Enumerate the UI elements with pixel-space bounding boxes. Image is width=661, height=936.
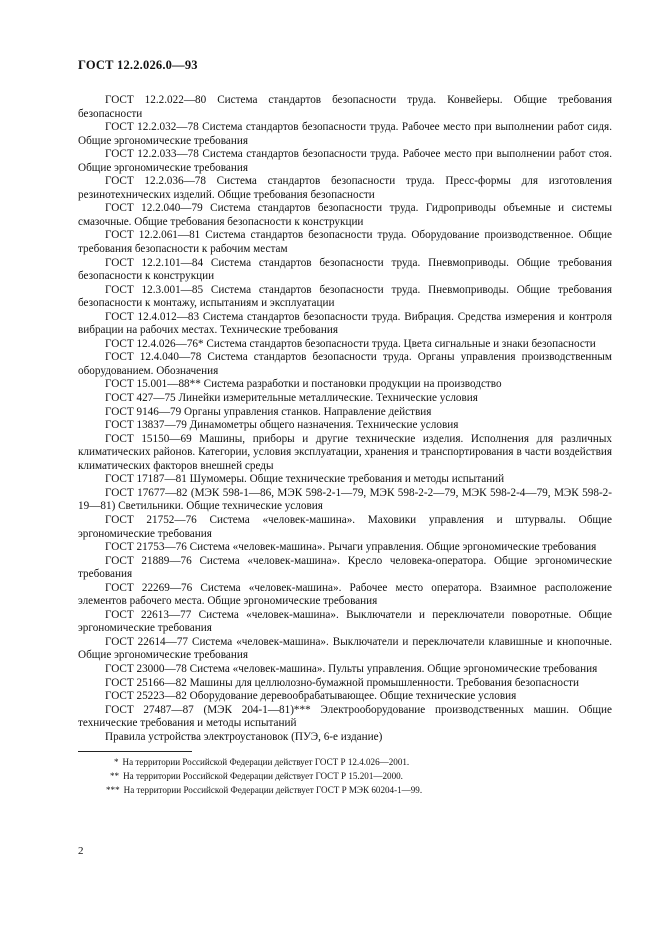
footnote [78, 769, 612, 783]
footnote-text: На территории Российской Федерации действует ГОСТ Р 15.201—2000. [123, 771, 403, 782]
reference-entry: ГОСТ 21752—76 Система «человек-машина». Маховики управления и штурвалы. Общие эргономические требования [78, 513, 612, 540]
reference-list [78, 94, 612, 797]
footnote-mark: *** [106, 785, 120, 796]
reference-entry: ГОСТ 22269—76 Система «человек-машина». Рабочее место оператора. Взаимное расположение элементов рабочего места. Общие эргономические требования [78, 581, 612, 608]
reference-entry: ГОСТ 12.2.061—81 Система стандартов безопасности труда. Оборудование производственное. Общие требования безопасности к рабочим местам [78, 229, 612, 256]
footnote [78, 783, 612, 797]
reference-entry: ГОСТ 22613—77 Система «человек-машина». Выключатели и переключатели поворотные. Общие эргономические требования [78, 608, 612, 635]
footnote [78, 755, 612, 769]
reference-entry: ГОСТ 21889—76 Система «человек-машина». Кресло человека-оператора. Общие эргономические требования [78, 554, 612, 581]
reference-entry: ГОСТ 21753—76 Система «человек-машина». Рычаги управления. Общие эргономические требования [105, 541, 597, 554]
footnote-divider [78, 751, 192, 752]
page-number: 2 [78, 845, 84, 857]
reference-entry: ГОСТ 25166—82 Машины для целлюлозно-бумажной промышленности. Требования безопасности [105, 676, 580, 689]
reference-entry: ГОСТ 12.2.033—78 Система стандартов безопасности труда. Рабочее место при выполнении работ стоя. Общие эргономические требования [78, 148, 612, 174]
reference-entry: ГОСТ 12.4.026—76* Система стандартов безопасности труда. Цвета сигнальные и знаки безопасности [105, 337, 596, 350]
footnote-text: На территории Российской Федерации действует ГОСТ Р МЭК 60204-1—99. [123, 785, 423, 796]
reference-entry: ГОСТ 427—75 Линейки измерительные металлические. Технические условия [105, 392, 478, 405]
reference-entry: ГОСТ 15.001—88** Система разработки и постановки продукции на производство [105, 378, 502, 391]
reference-entry: ГОСТ 12.4.012—83 Система стандартов безопасности труда. Вибрация. Средства измерения и контроля вибрации на рабочих местах. Технические требования [78, 310, 612, 337]
footnote-mark: * [114, 757, 119, 768]
reference-entry: ГОСТ 17187—81 Шумомеры. Общие технические требования и методы испытаний [105, 473, 505, 486]
reference-entry: ГОСТ 12.2.032—78 Система стандартов безопасности труда. Рабочее место при выполнении работ сидя. Общие эргономические требования [78, 121, 612, 147]
reference-entry: ГОСТ 27487—87 (МЭК 204-1—81)*** Электрооборудование производственных машин. Общие технические требования и методы испытаний [78, 703, 612, 730]
reference-entry: ГОСТ 12.2.022—80 Система стандартов безопасности труда. Конвейеры. Общие требования безопасности [78, 94, 612, 120]
reference-entry: ГОСТ 25223—82 Оборудование деревообрабатывающее. Общие технические условия [105, 690, 517, 703]
reference-entry: ГОСТ 12.3.001—85 Система стандартов безопасности труда. Пневмоприводы. Общие требования безопасности к монтажу, испытаниям и эксплуатации [78, 283, 612, 310]
reference-entry: ГОСТ 13837—79 Динамометры общего назначения. Технические условия [105, 419, 459, 432]
footnote-mark: ** [110, 771, 120, 782]
reference-entry: ГОСТ 12.2.036—78 Система стандартов безопасности труда. Пресс-формы для изготовления резинотехнических изделий. Общие требования безопасности [78, 175, 612, 201]
reference-entry: ГОСТ 17677—82 (МЭК 598-1—86, МЭК 598-2-1—79, МЭК 598-2-2—79, МЭК 598-2-4—79, МЭК 598-2-19—81) Светильники. Общие технические условия [78, 486, 612, 513]
reference-entry: ГОСТ 22614—77 Система «человек-машина». Выключатели и переключатели клавишные и кнопочные. Общие эргономические требования [78, 635, 612, 662]
reference-entry: ГОСТ 23000—78 Система «человек-машина». Пульты управления. Общие эргономические требования [105, 662, 598, 675]
reference-entry: ГОСТ 12.4.040—78 Система стандартов безопасности труда. Органы управления производственным оборудованием. Обозначения [78, 351, 612, 377]
reference-entry: ГОСТ 12.2.040—79 Система стандартов безопасности труда. Гидроприводы объемные и системы смазочные. Общие требования безопасности к конструкции [78, 202, 612, 228]
footnote-text: На территории Российской Федерации действует ГОСТ Р 12.4.026—2001. [122, 757, 410, 768]
reference-entry: ГОСТ 15150—69 Машины, приборы и другие технические изделия. Исполнения для различных климатических районов. Категории, условия эксплуатации, хранения и транспортирования в части воздействия климатических факторов внешней среды [78, 432, 612, 472]
reference-entry: ГОСТ 9146—79 Органы управления станков. Направление действия [105, 405, 432, 418]
reference-entry: ГОСТ 12.2.101—84 Система стандартов безопасности труда. Пневмоприводы. Общие требования безопасности к конструкции [78, 256, 612, 283]
document-header: ГОСТ 12.2.026.0—93 [78, 58, 198, 72]
reference-entry: Правила устройства электроустановок (ПУЭ, 6-е издание) [105, 730, 383, 743]
